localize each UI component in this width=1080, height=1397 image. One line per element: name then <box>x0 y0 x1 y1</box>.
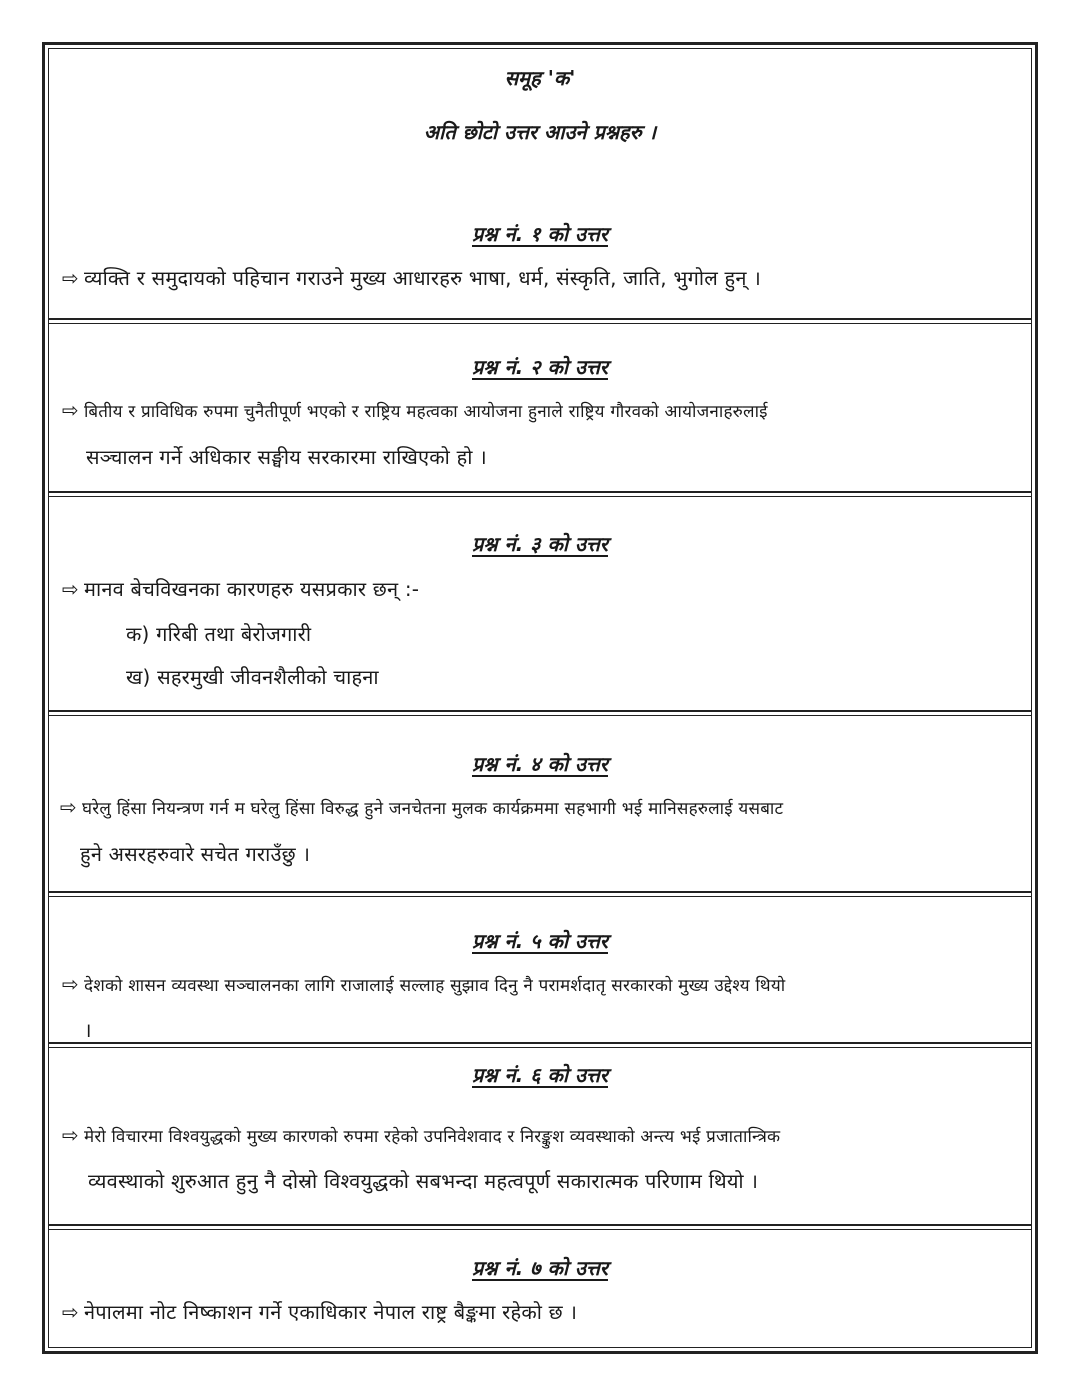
arrow-right-icon: ⇨ <box>62 577 79 601</box>
answer-3-item-2: ख) सहरमुखी जीवनशैलीको चाहना <box>126 665 379 689</box>
answer-3-line-1: ⇨ मानव बेचविखनका कारणहरु यसप्रकार छन् :- <box>62 577 420 601</box>
answer-2-line-2: सञ्चालन गर्ने अधिकार सङ्घीय सरकारमा राखिएको हो । <box>86 445 487 469</box>
section-divider <box>49 1042 1031 1048</box>
answer-3-item-1: क) गरिबी तथा बेरोजगारी <box>126 622 312 646</box>
section-subtitle: अति छोटो उत्तर आउने प्रश्नहरु । <box>423 120 657 144</box>
arrow-right-icon: ⇨ <box>62 1123 79 1147</box>
arrow-right-icon: ⇨ <box>62 1300 79 1324</box>
answer-5-heading: प्रश्न नं. ५ को उत्तर <box>472 929 608 953</box>
answer-5-line-1: ⇨ देशको शासन व्यवस्था सञ्चालनका लागि राजालाई सल्लाह सुझाव दिनु नै परामर्शदातृ सरकारको मुख्य उद्देश्य थियो <box>62 972 786 996</box>
arrow-right-icon: ⇨ <box>60 795 77 819</box>
section-divider <box>49 1224 1031 1230</box>
answer-6-line-2: व्यवस्थाको शुरुआत हुनु नै दोस्रो विश्वयुद्धको सबभन्दा महत्वपूर्ण सकारात्मक परिणाम थियो । <box>88 1169 759 1193</box>
answer-6-heading: प्रश्न नं. ६ को उत्तर <box>472 1063 608 1087</box>
answer-7-line-1: ⇨ नेपालमा नोट निष्काशन गर्ने एकाधिकार नेपाल राष्ट्र बैङ्कमा रहेको छ । <box>62 1300 578 1324</box>
answer-4-line-1: ⇨ घरेलु हिंसा नियन्त्रण गर्न म घरेलु हिंसा विरुद्ध हुने जनचेतना मुलक कार्यक्रममा सहभागी भई मानिसहरुलाई यसबाट <box>60 795 784 819</box>
answer-6-line-1: ⇨ मेरो विचारमा विश्वयुद्धको मुख्य कारणको रुपमा रहेको उपनिवेशवाद र निरङ्कुश व्यवस्थाको अन्त्य भई प्रजातान्त्रिक <box>62 1123 781 1147</box>
answer-7-heading: प्रश्न नं. ७ को उत्तर <box>472 1256 608 1280</box>
answer-2-heading: प्रश्न नं. २ को उत्तर <box>472 355 608 379</box>
section-divider <box>49 491 1031 497</box>
arrow-right-icon: ⇨ <box>62 398 79 422</box>
answer-3-heading: प्रश्न नं. ३ को उत्तर <box>472 532 608 556</box>
section-divider <box>49 710 1031 716</box>
answer-4-heading: प्रश्न नं. ४ को उत्तर <box>472 752 608 776</box>
answer-1-heading: प्रश्न नं. १ को उत्तर <box>472 222 608 246</box>
section-divider <box>49 891 1031 897</box>
answer-5-line-2: । <box>84 1018 92 1042</box>
answer-1-line-1: ⇨ व्यक्ति र समुदायको पहिचान गराउने मुख्य आधारहरु भाषा, धर्म, संस्कृति, जाति, भुगोल हुन् । <box>62 266 762 290</box>
answer-2-line-1: ⇨ बितीय र प्राविधिक रुपमा चुनैतीपूर्ण भएको र राष्ट्रिय महत्वका आयोजना हुनाले राष्ट्रिय गौरवको आयोजनाहरुलाई <box>62 398 768 422</box>
arrow-right-icon: ⇨ <box>62 972 79 996</box>
group-title: समूह 'क' <box>504 66 576 90</box>
arrow-right-icon: ⇨ <box>62 266 79 290</box>
section-divider <box>49 318 1031 324</box>
answer-4-line-2: हुने असरहरुवारे सचेत गराउँछु । <box>80 842 311 866</box>
